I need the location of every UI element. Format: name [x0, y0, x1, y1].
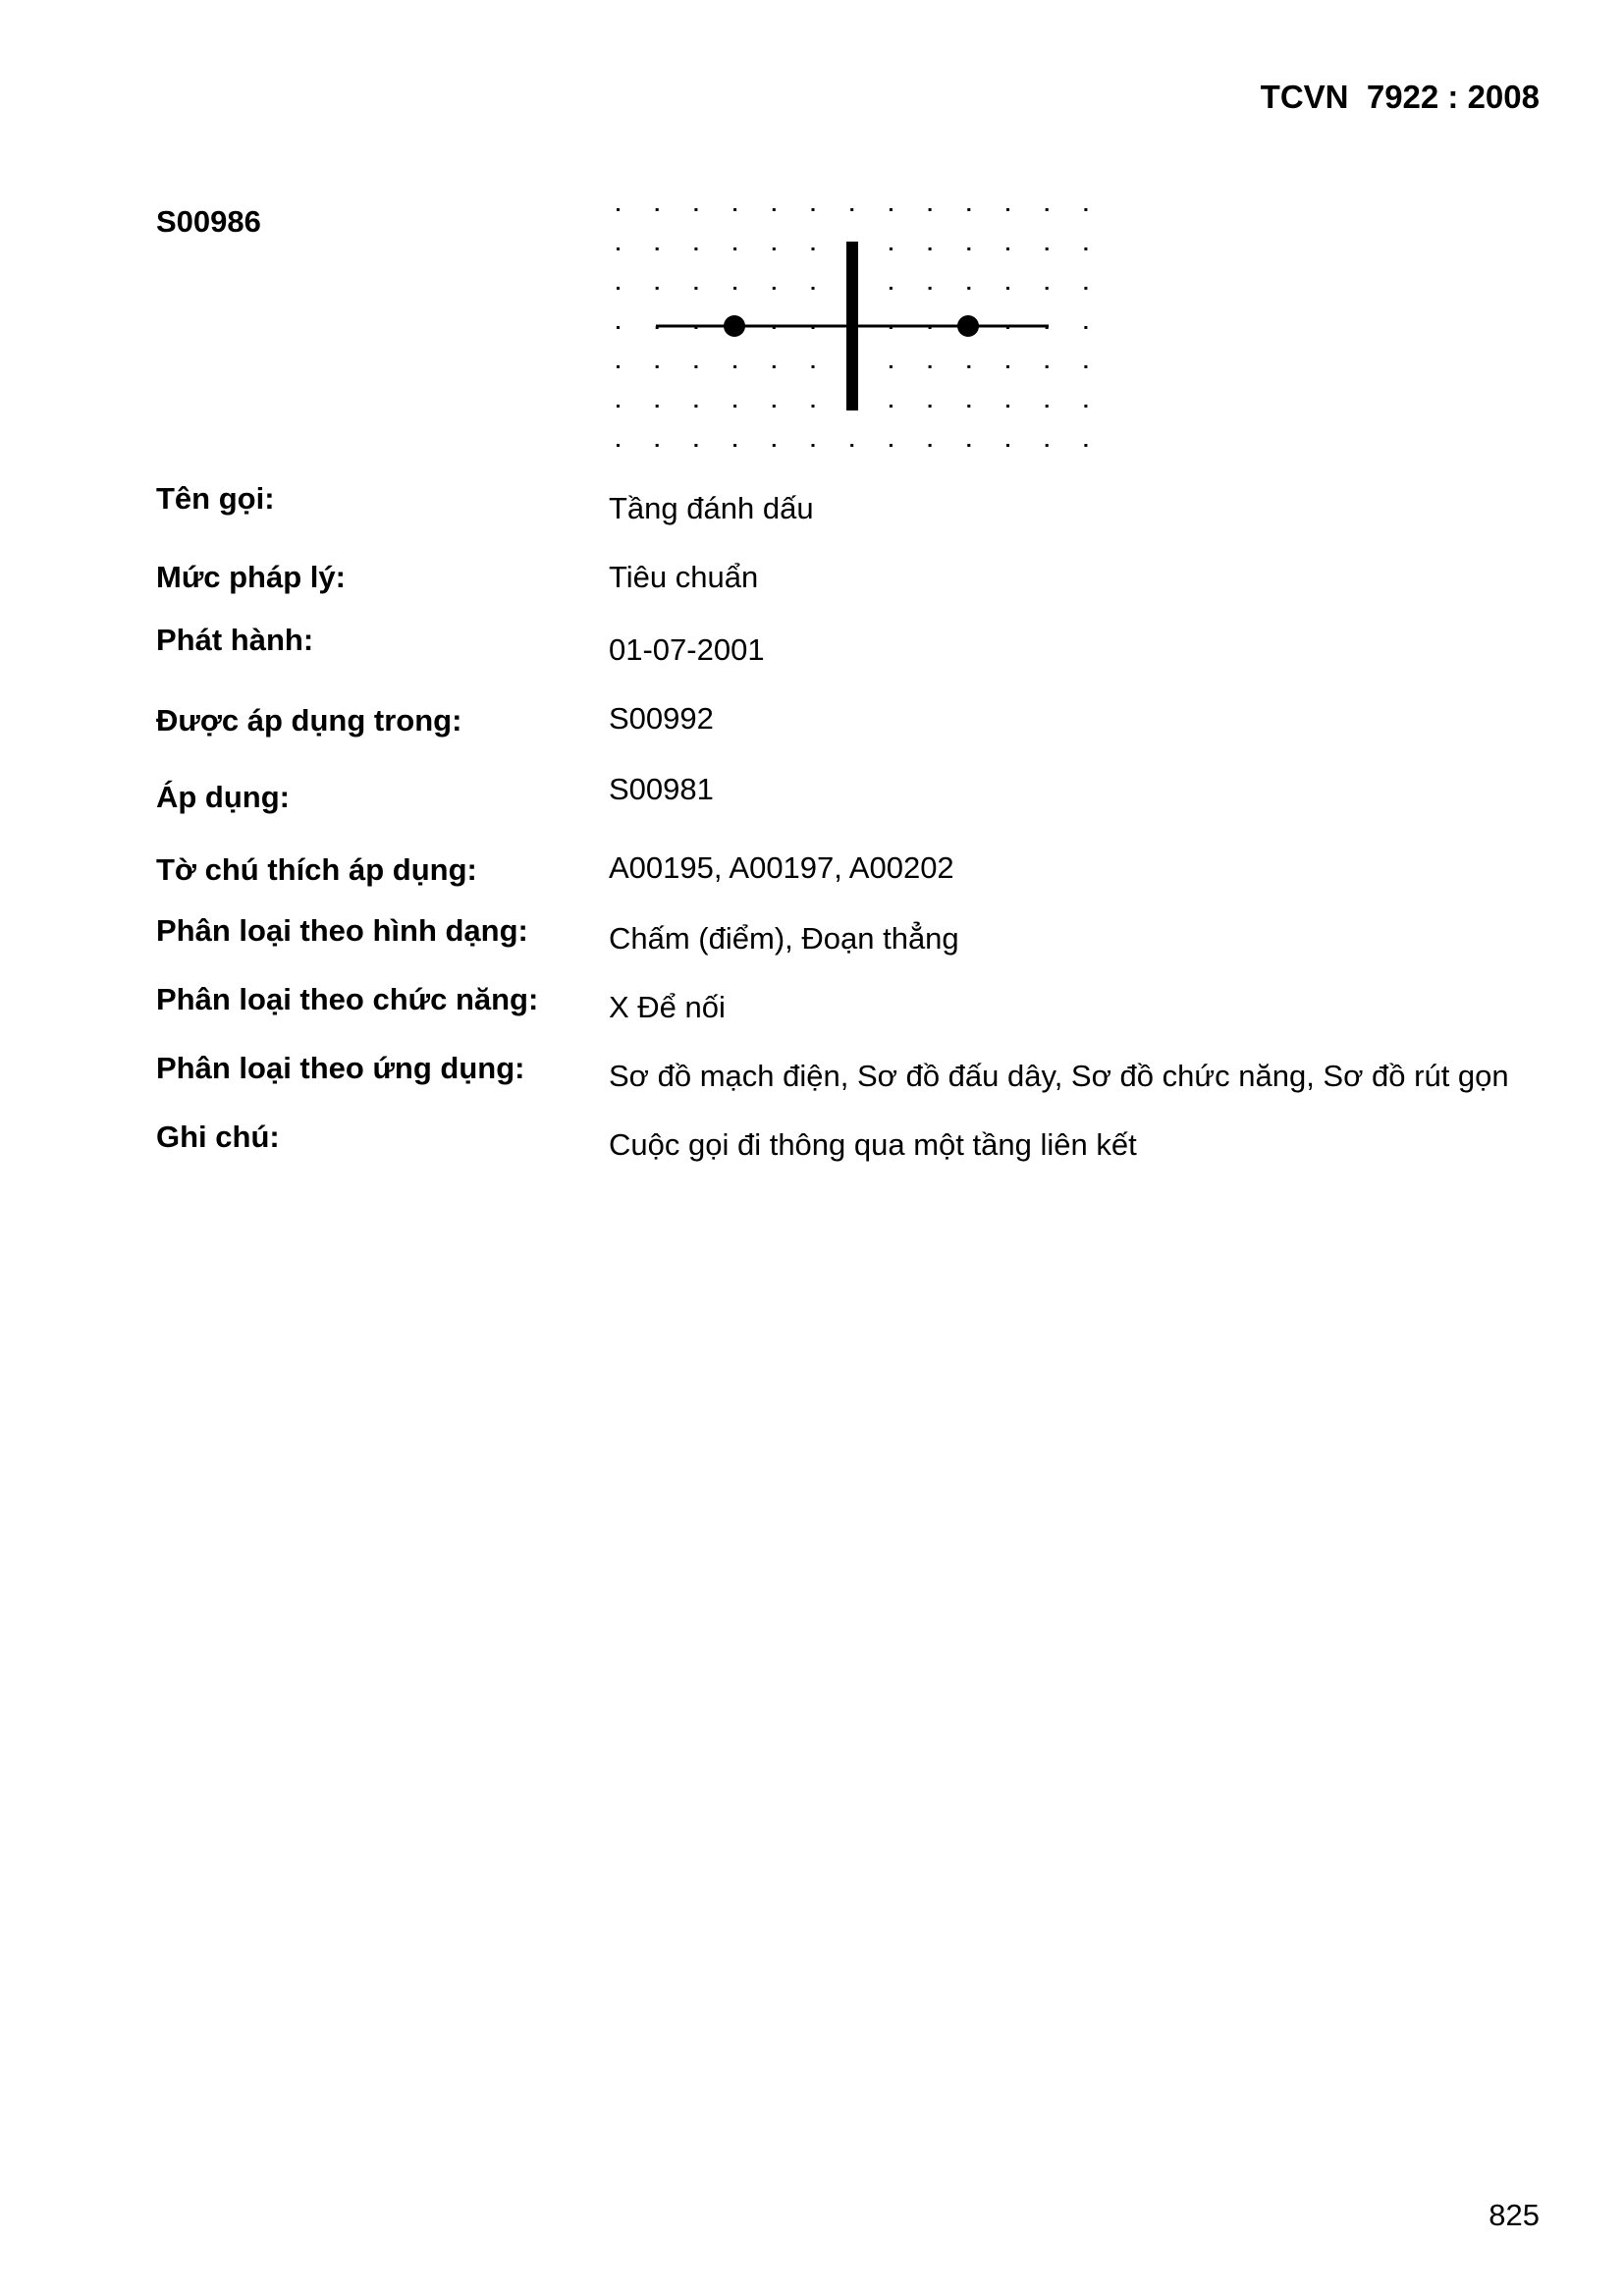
field-value-name: Tầng đánh dấu: [609, 491, 814, 525]
grid-dot: [694, 208, 697, 211]
grid-dot: [1046, 247, 1049, 250]
grid-dot: [812, 444, 815, 447]
grid-dot: [694, 247, 697, 250]
grid-dot: [890, 444, 893, 447]
field-value-applies: S00981: [609, 772, 714, 806]
symbol-code: S00986: [156, 204, 261, 239]
grid-dot: [850, 208, 853, 211]
grid-dot: [773, 287, 776, 290]
grid-dot: [890, 365, 893, 368]
field-label-name: Tên gọi:: [156, 481, 275, 516]
grid-dot: [812, 287, 815, 290]
grid-dot: [773, 444, 776, 447]
grid-dot: [617, 326, 620, 329]
grid-dot: [1084, 287, 1087, 290]
grid-dot: [656, 405, 659, 408]
grid-dot: [1006, 247, 1009, 250]
field-value-annotation-sheets: A00195, A00197, A00202: [609, 850, 954, 885]
grid-dot: [967, 444, 970, 447]
field-label-applies: Áp dụng:: [156, 780, 291, 814]
grid-dot: [733, 365, 736, 368]
right-connection-dot: [957, 315, 979, 337]
left-connection-dot: [724, 315, 745, 337]
grid-dot: [929, 247, 932, 250]
grid-dot: [617, 365, 620, 368]
field-label-application-classification: Phân loại theo ứng dụng:: [156, 1051, 525, 1085]
field-label-note: Ghi chú:: [156, 1120, 280, 1154]
grid-dot: [812, 365, 815, 368]
field-label-function-classification: Phân loại theo chức năng:: [156, 982, 539, 1016]
grid-dot: [1006, 287, 1009, 290]
grid-dot: [733, 247, 736, 250]
page-number: 825: [1489, 2198, 1540, 2232]
grid-dot: [1006, 405, 1009, 408]
document-header-standard: TCVN 7922 : 2008: [1260, 79, 1540, 115]
grid-dot: [1006, 365, 1009, 368]
grid-dot: [890, 287, 893, 290]
grid-dot: [929, 365, 932, 368]
field-label-applied-in: Được áp dụng trong:: [156, 703, 462, 738]
grid-dot: [1084, 405, 1087, 408]
grid-dot: [733, 287, 736, 290]
grid-dot: [812, 247, 815, 250]
grid-dot: [967, 287, 970, 290]
grid-dot: [1046, 208, 1049, 211]
grid-dot: [929, 444, 932, 447]
grid-dot: [773, 405, 776, 408]
grid-dot: [929, 208, 932, 211]
grid-dot: [850, 444, 853, 447]
grid-dot: [1046, 444, 1049, 447]
grid-dot: [929, 287, 932, 290]
grid-dot: [617, 405, 620, 408]
grid-dot: [967, 405, 970, 408]
grid-dot: [694, 287, 697, 290]
grid-dot: [890, 247, 893, 250]
grid-dot: [656, 365, 659, 368]
field-value-note: Cuộc gọi đi thông qua một tầng liên kết: [609, 1127, 1137, 1162]
field-value-release: 01-07-2001: [609, 632, 765, 667]
grid-dot: [656, 208, 659, 211]
field-label-annotation-sheets: Tờ chú thích áp dụng:: [156, 852, 477, 887]
symbol-figure: [609, 196, 1100, 452]
grid-dot: [967, 247, 970, 250]
grid-dot: [1006, 444, 1009, 447]
grid-dot: [617, 287, 620, 290]
grid-dot: [617, 208, 620, 211]
grid-dot: [617, 444, 620, 447]
field-label-release: Phát hành:: [156, 623, 314, 657]
field-value-application-classification: Sơ đồ mạch điện, Sơ đồ đấu dây, Sơ đồ chức năng, Sơ đồ rút gọn: [609, 1059, 1509, 1093]
vertical-bar: [846, 242, 858, 410]
field-value-legal-level: Tiêu chuẩn: [609, 560, 759, 594]
grid-dot: [812, 208, 815, 211]
grid-dot: [694, 444, 697, 447]
grid-dot: [967, 365, 970, 368]
grid-dot: [733, 208, 736, 211]
grid-dot: [967, 208, 970, 211]
grid-dot: [733, 444, 736, 447]
grid-dot: [1046, 405, 1049, 408]
grid-dot: [1084, 365, 1087, 368]
grid-dot: [1046, 365, 1049, 368]
grid-dot: [929, 405, 932, 408]
grid-dot: [733, 405, 736, 408]
grid-dot: [1084, 247, 1087, 250]
grid-dot: [1084, 326, 1087, 329]
field-value-function-classification: X Để nối: [609, 990, 726, 1024]
grid-dot: [773, 247, 776, 250]
grid-dot: [773, 365, 776, 368]
grid-dot: [617, 247, 620, 250]
grid-dot: [1084, 444, 1087, 447]
grid-dot: [694, 365, 697, 368]
grid-dot: [656, 444, 659, 447]
field-label-shape-classification: Phân loại theo hình dạng:: [156, 913, 528, 948]
grid-dot: [1046, 287, 1049, 290]
grid-dot: [890, 208, 893, 211]
grid-dot: [656, 287, 659, 290]
field-label-legal-level: Mức pháp lý:: [156, 560, 346, 594]
grid-dot: [773, 208, 776, 211]
grid-dot: [1006, 208, 1009, 211]
grid-dot: [656, 247, 659, 250]
field-value-applied-in: S00992: [609, 701, 714, 736]
grid-dot: [1084, 208, 1087, 211]
grid-dot: [890, 405, 893, 408]
field-value-shape-classification: Chấm (điểm), Đoạn thẳng: [609, 921, 959, 956]
grid-dot: [812, 405, 815, 408]
grid-dot: [694, 405, 697, 408]
